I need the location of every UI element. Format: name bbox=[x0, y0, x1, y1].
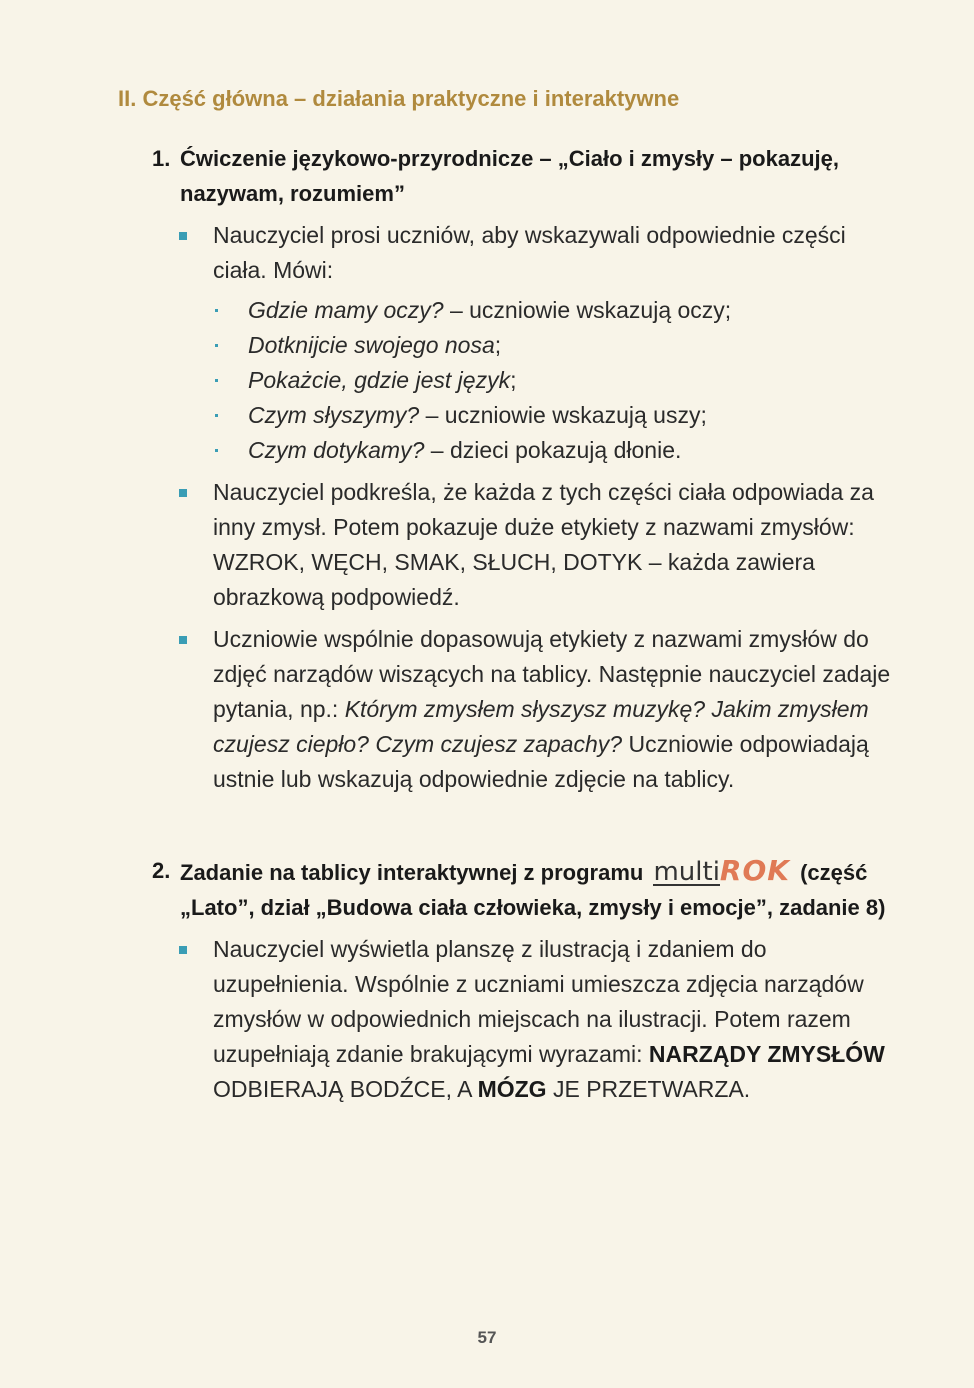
section-heading: II. Część główna – działania praktyczne i interaktywne bbox=[118, 86, 680, 111]
question-text: Pokażcie, gdzie jest język bbox=[248, 367, 511, 393]
exercise-1 bbox=[152, 141, 892, 797]
exercise-2-title-text bbox=[180, 853, 892, 925]
square-bullet-icon bbox=[179, 636, 187, 644]
square-bullet-icon bbox=[179, 489, 187, 497]
example-questions: Którym zmysłem słyszysz muzykę? Jakim zmysłem czujesz ciepło? Czym czujesz zapachy? bbox=[213, 696, 869, 757]
dot-bullet-icon bbox=[215, 344, 218, 347]
bullet-text: Nauczyciel prosi uczniów, aby wskazywali odpowiednie części ciała. Mówi: bbox=[213, 222, 846, 283]
dot-bullet-icon bbox=[215, 379, 218, 382]
question-text: Czym dotykamy? bbox=[248, 437, 425, 463]
list-item bbox=[152, 218, 892, 468]
question-text: Dotknijcie swojego nosa bbox=[248, 332, 495, 358]
question-item bbox=[152, 328, 892, 363]
bullet-text-end: Uczniowie odpowiadają ustnie lub wskazują odpowiednie zdjęcie na tablicy. bbox=[213, 731, 869, 792]
question-comment: – uczniowie wskazują uszy; bbox=[419, 402, 707, 428]
exercise-2-title bbox=[152, 853, 892, 925]
page-number: 57 bbox=[477, 1328, 497, 1347]
exercise-2 bbox=[152, 853, 892, 1107]
bullet-text-mid: ODBIERAJĄ BODŹCE, A bbox=[213, 1076, 478, 1102]
list-item bbox=[152, 475, 892, 615]
question-item bbox=[152, 293, 892, 328]
question-item bbox=[152, 363, 892, 398]
exercise-2-title-end: (część „Lato”, dział „Budowa ciała człowieka, zmysły i emocje”, zadanie 8) bbox=[180, 860, 886, 920]
list-item bbox=[152, 932, 892, 1107]
question-comment: ; bbox=[510, 367, 517, 393]
dot-bullet-icon bbox=[215, 414, 218, 417]
bold-phrase-senses: NARZĄDY ZMYSŁÓW bbox=[648, 1041, 885, 1067]
question-text: Czym słyszymy? bbox=[248, 402, 420, 428]
exercise-1-title bbox=[152, 141, 892, 211]
question-comment: – dzieci pokazują dłonie. bbox=[424, 437, 682, 463]
exercise-2-title-start: Zadanie na tablicy interaktywnej z programu bbox=[180, 860, 644, 885]
exercise-1-number: 1. bbox=[152, 146, 171, 171]
multirok-logo bbox=[653, 853, 790, 888]
question-comment: ; bbox=[494, 332, 502, 358]
question-item bbox=[152, 433, 892, 468]
bold-phrase-brain: MÓZG bbox=[477, 1076, 547, 1102]
question-item bbox=[152, 398, 892, 433]
question-list bbox=[152, 293, 892, 468]
logo-rok: ROK bbox=[719, 854, 790, 887]
question-text: Gdzie mamy oczy? bbox=[248, 297, 444, 323]
bullet-text-end: JE PRZETWARZA. bbox=[546, 1076, 751, 1102]
square-bullet-icon bbox=[179, 946, 187, 954]
dot-bullet-icon bbox=[215, 449, 218, 452]
square-bullet-icon bbox=[179, 232, 187, 240]
exercise-2-number: 2. bbox=[152, 858, 171, 883]
exercise-1-title-text: Ćwiczenie językowo-przyrodnicze – „Ciało i zmysły – pokazuję, nazywam, rozumiem” bbox=[180, 146, 839, 206]
bullet-text: Uczniowie wspólnie dopasowują etykiety z nazwami zmysłów do zdjęć narządów wiszących na tablicy. Następnie nauczyciel zadaje pytania, np.: bbox=[213, 626, 891, 722]
bullet-text: Nauczyciel wyświetla planszę z ilustracją i zdaniem do uzupełnienia. Wspólnie z uczniami umieszcza zdjęcia narządów zmysłów w odpowiednich miejscach na ilustracji. Potem razem uzupełniają zdanie brakującymi wyrazami: bbox=[213, 936, 864, 1067]
question-comment: – uczniowie wskazują oczy; bbox=[443, 297, 732, 323]
dot-bullet-icon bbox=[215, 309, 218, 312]
bullet-text: Nauczyciel podkreśla, że każda z tych części ciała odpowiada za inny zmysł. Potem pokazuje duże etykiety z nazwami zmysłów: WZROK, WĘCH, SMAK, SŁUCH, DOTYK – każda zawiera obrazkową podpowiedź. bbox=[213, 479, 874, 610]
logo-multi: multi bbox=[653, 857, 720, 887]
list-item bbox=[152, 622, 892, 797]
